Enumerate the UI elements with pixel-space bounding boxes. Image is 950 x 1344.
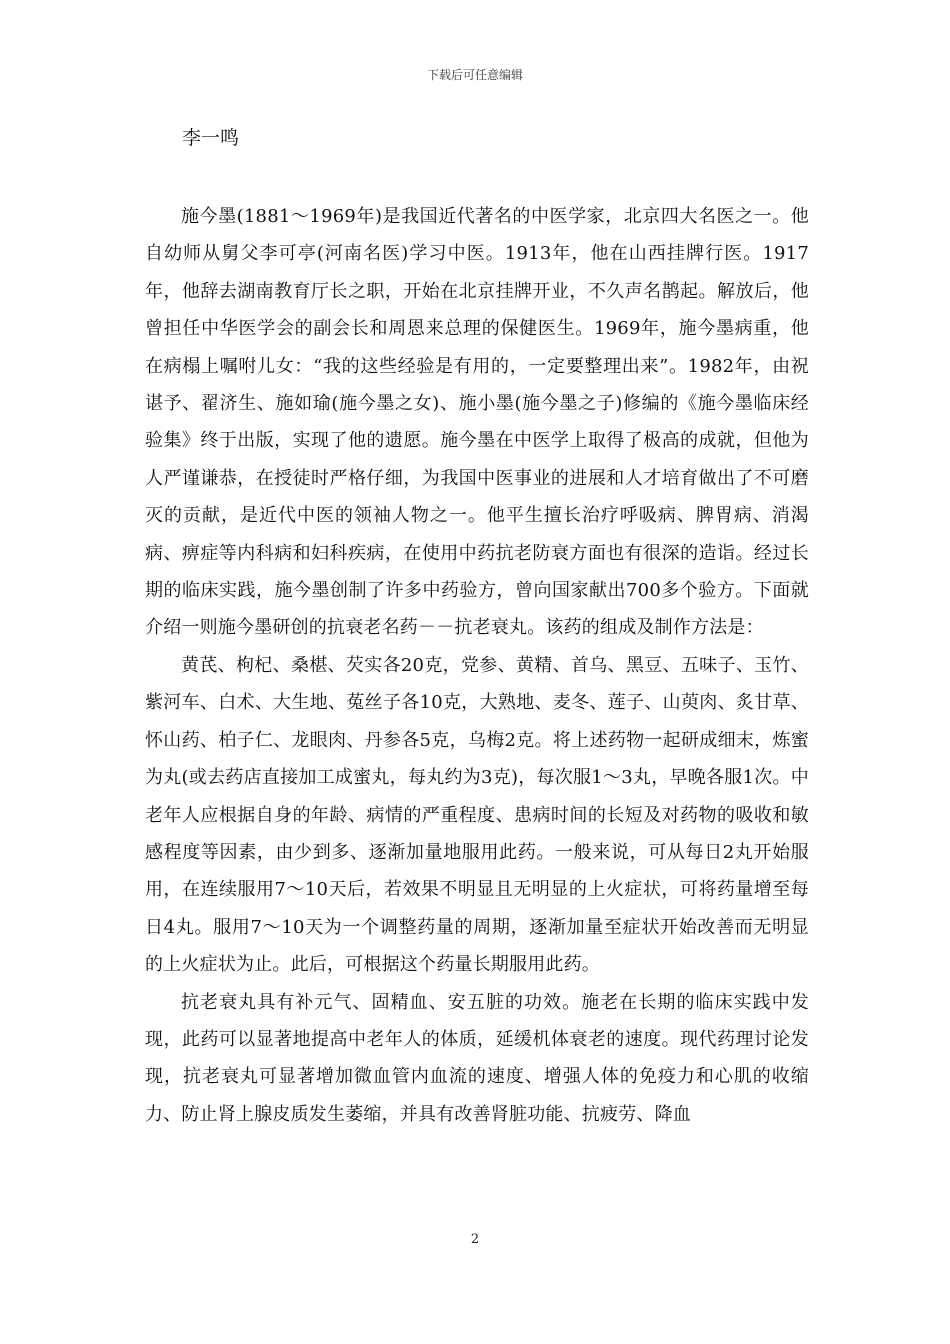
page-number: 2 <box>470 1232 480 1247</box>
paragraph-effects: 抗老衰丸具有补元气、固精血、安五脏的功效。施老在长期的临床实践中发现，此药可以显著地提高中老年人的体质，延缓机体衰老的速度。现代药理讨论发现，抗老衰丸可显著增加微血管内血流的速度、增强人体的免疫力和心肌的收缩力、防止肾上腺皮质发生萎缩，并具有改善肾脏功能、抗疲劳、降血 <box>145 991 809 1125</box>
article-body <box>145 198 809 1133</box>
author-name: 李一鸣 <box>182 127 240 149</box>
paragraph-formula: 黄芪、枸杞、桑椹、芡实各20克，党参、黄精、首乌、黑豆、五味子、玉竹、紫河车、白术、大生地、菟丝子各10克，大熟地、麦冬、莲子、山萸肉、炙甘草、怀山药、柏子仁、龙眼肉、丹参各5克，乌梅2克。将上述药物一起研成细末，炼蜜为丸(或去药店直接加工成蜜丸，每丸约为3克)，每次服1～3丸，早晚各服1次。中老年人应根据自身的年龄、病情的严重程度、患病时间的长短及对药物的吸收和敏感程度等因素，由少到多、逐渐加量地服用此药。一般来说，可从每日2丸开始服用，在连续服用7～10天后，若效果不明显且无明显的上火症状，可将药量增至每日4丸。服用7～10天为一个调整药量的周期，逐渐加量至症状开始改善而无明显的上火症状为止。此后，可根据这个药量长期服用此药。 <box>145 654 809 976</box>
paragraph-biography: 施今墨(1881～1969年)是我国近代著名的中医学家，北京四大名医之一。他自幼师从舅父李可亭(河南名医)学习中医。1913年，他在山西挂牌行医。1917年，他辞去湖南教育厅长之职，开始在北京挂牌开业，不久声名鹊起。解放后，他曾担任中华医学会的副会长和周恩来总理的保健医生。1969年，施今墨病重，他在病榻上嘱咐儿女：“我的这些经验是有用的，一定要整理出来”。1982年，由祝谌予、翟济生、施如瑜(施今墨之女)、施小墨(施今墨之子)修编的《施今墨临床经验集》终于出版，实现了他的遗愿。施今墨在中医学上取得了极高的成就，但他为人严谨谦恭，在授徒时严格仔细，为我国中医事业的进展和人才培育做出了不可磨灭的贡献，是近代中医的领袖人物之一。他平生擅长治疗呼吸病、脾胃病、消渴病、痹症等内科病和妇科疾病，在使用中药抗老防衰方面也有很深的造诣。经过长期的临床实践，施今墨创制了许多中药验方，曾向国家献出700多个验方。下面就介绍一则施今墨研创的抗衰老名药－－抗老衰丸。该药的组成及制作方法是： <box>145 206 809 639</box>
page-header: 下载后可任意编辑 <box>426 68 523 82</box>
